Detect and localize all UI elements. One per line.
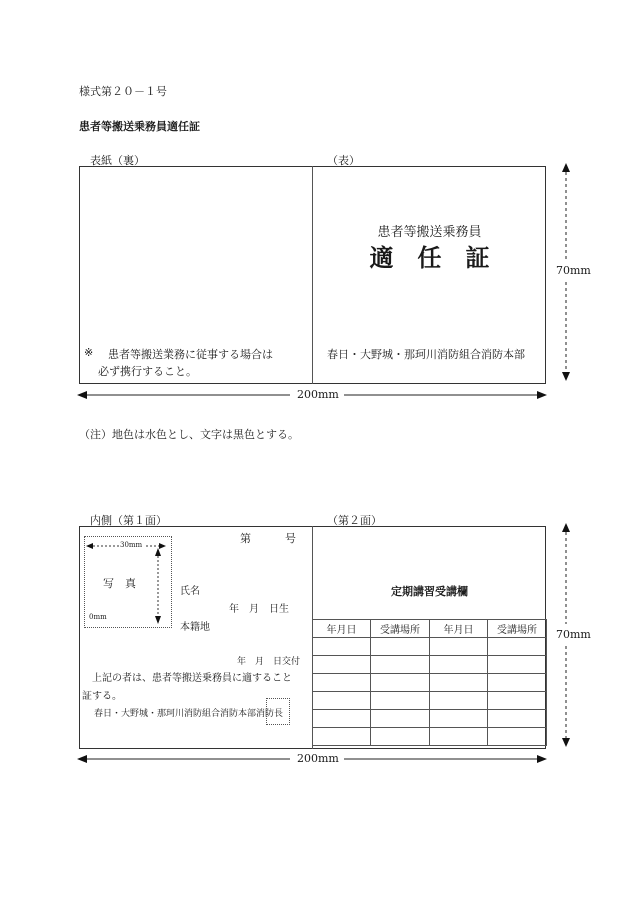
register-cell[interactable] — [430, 728, 488, 746]
inner-page1-label: 内側（第１面） — [90, 514, 167, 527]
register-cell[interactable] — [488, 638, 547, 656]
form-number: 様式第２０－１号 — [79, 85, 167, 98]
register-cell[interactable] — [488, 710, 547, 728]
front-cover-label: （表） — [327, 154, 360, 167]
register-cell[interactable] — [313, 710, 371, 728]
front-issuer: 春日・大野城・那珂川消防組合消防本部 — [327, 348, 525, 361]
register-row — [313, 692, 547, 710]
register-cell[interactable] — [313, 656, 371, 674]
number-suffix: 号 — [285, 532, 296, 545]
register-col-date: 年月日 — [430, 620, 488, 638]
register-cell[interactable] — [313, 728, 371, 746]
register-row — [313, 638, 547, 656]
number-prefix: 第 — [240, 532, 251, 545]
name-label: 氏名 — [180, 586, 200, 597]
register-row — [313, 728, 547, 746]
carry-note-line1: 患者等搬送業務に従事する場合は — [108, 348, 273, 361]
register-cell[interactable] — [313, 692, 371, 710]
photo-width-label: 30mm — [120, 541, 143, 549]
register-title: 定期講習受講欄 — [391, 585, 468, 598]
domicile-label: 本籍地 — [180, 622, 210, 633]
register-cell[interactable] — [488, 674, 547, 692]
front-title: 適 任 証 — [369, 243, 490, 272]
carry-note-mark: ※ — [84, 346, 94, 359]
register-cell[interactable] — [371, 638, 430, 656]
carry-note-line2: 必ず携行すること。 — [98, 365, 197, 378]
register-cell[interactable] — [430, 692, 488, 710]
register-cell[interactable] — [430, 656, 488, 674]
inner-page2-label: （第２面） — [327, 514, 382, 527]
register-col-place: 受講場所 — [371, 620, 430, 638]
document-title: 患者等搬送乗務員適任証 — [79, 120, 200, 133]
register-col-date: 年月日 — [313, 620, 371, 638]
photo-height-label: 0mm — [89, 613, 107, 621]
register-cell[interactable] — [430, 638, 488, 656]
certification-line1: 上記の者は、患者等搬送乗務員に適すること — [92, 673, 292, 684]
outer-height-label: 70mm — [556, 264, 591, 277]
register-row — [313, 710, 547, 728]
certification-line2: 証する。 — [82, 691, 122, 702]
inner-height-label: 70mm — [556, 628, 591, 641]
register-cell[interactable] — [313, 638, 371, 656]
seal-box — [266, 698, 290, 725]
front-subtitle: 患者等搬送乗務員 — [377, 225, 482, 240]
inner-width-label: 200mm — [297, 752, 339, 765]
register-cell[interactable] — [371, 728, 430, 746]
register-cell[interactable] — [488, 728, 547, 746]
register-col-place: 受講場所 — [488, 620, 547, 638]
outer-width-label: 200mm — [297, 388, 339, 401]
back-cover-label: 表紙（裏） — [90, 154, 145, 167]
outer-card-fold-line — [312, 166, 313, 384]
register-row — [313, 656, 547, 674]
photo-label: 写 真 — [103, 577, 136, 590]
birth-date-label: 年 月 日生 — [229, 604, 289, 615]
issue-date-label: 年 月 日交付 — [237, 657, 301, 667]
issuer-chief: 春日・大野城・那珂川消防組合消防本部消防長 — [94, 709, 284, 719]
register-row — [313, 674, 547, 692]
register-cell[interactable] — [488, 656, 547, 674]
register-cell[interactable] — [371, 710, 430, 728]
register-cell[interactable] — [488, 692, 547, 710]
training-register-table — [312, 619, 547, 746]
register-cell[interactable] — [371, 656, 430, 674]
register-cell[interactable] — [371, 692, 430, 710]
register-cell[interactable] — [430, 710, 488, 728]
color-note: （注）地色は水色とし、文字は黒色とする。 — [79, 428, 299, 441]
register-cell[interactable] — [430, 674, 488, 692]
register-cell[interactable] — [313, 674, 371, 692]
register-header-row — [313, 620, 547, 638]
register-cell[interactable] — [371, 674, 430, 692]
